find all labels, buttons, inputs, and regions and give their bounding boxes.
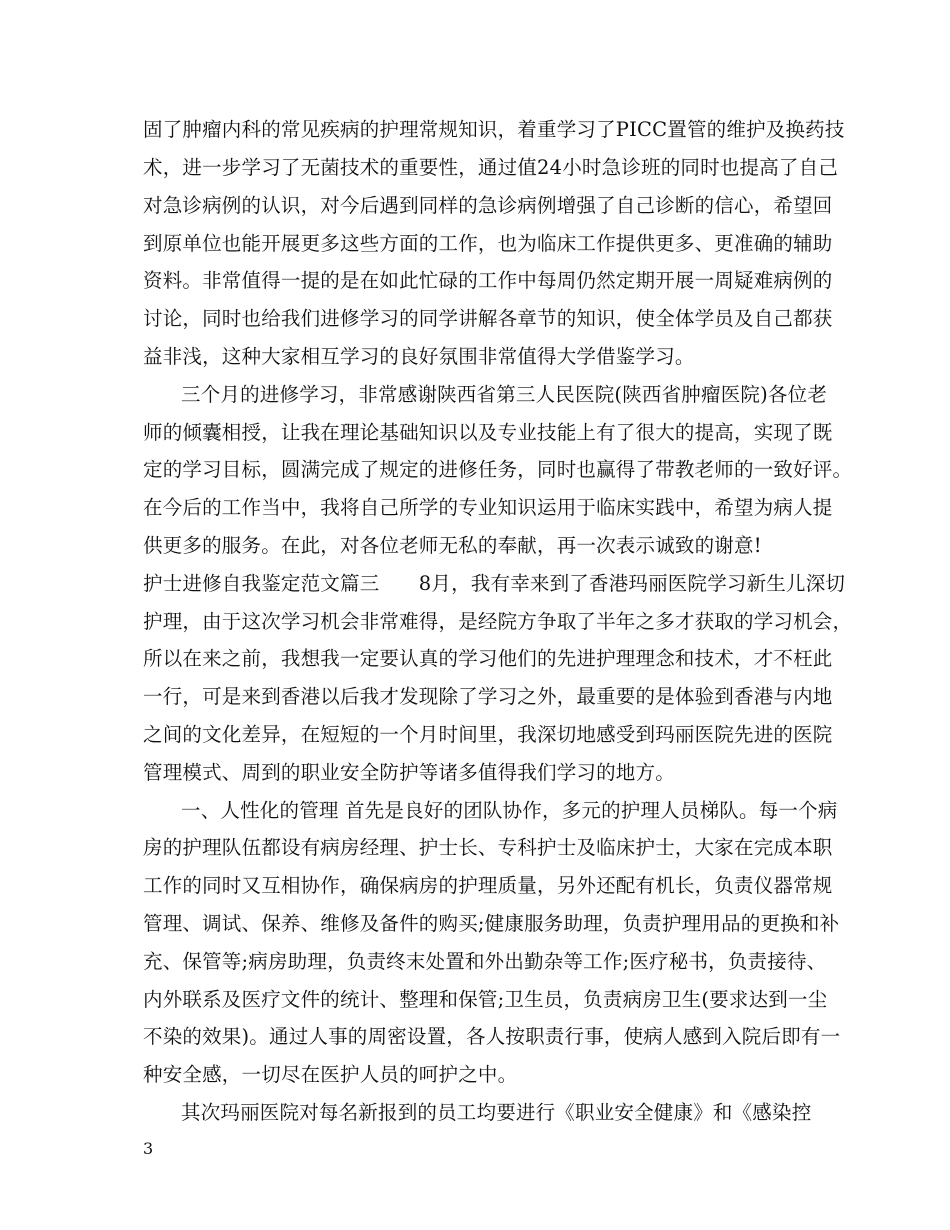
text-line: 内外联系及医疗文件的统计、整理和保管;卫生员，负责病房卫生(要求达到一尘 xyxy=(143,988,828,1011)
paragraph-first-line: 一、人性化的管理 首先是良好的团队协作，多元的护理人员梯队。每一个病 xyxy=(181,799,838,822)
paragraph-first-line: 三个月的进修学习，非常感谢陕西省第三人民医院(陕西省肿瘤医院)各位老 xyxy=(181,383,828,406)
text-line: 术，进一步学习了无菌技术的重要性，通过值24小时急诊班的同时也提高了自己 xyxy=(143,156,839,179)
text-line: 定的学习目标，圆满完成了规定的进修任务，同时也赢得了带教老师的一致好评。 xyxy=(143,458,853,481)
text-line: 不染的效果)。通过人事的周密设置，各人按职责行事，使病人感到入院后即有一 xyxy=(143,1025,841,1048)
paragraph-first-line: 其次玛丽医院对每名新报到的员工均要进行《职业安全健康》和《感染控 xyxy=(181,1101,812,1124)
text-line: 讨论，同时也给我们进修学习的同学讲解各章节的知识，使全体学员及自己都获 xyxy=(143,307,833,330)
text-line: 资料。非常值得一提的是在如此忙碌的工作中每周仍然定期开展一周疑难病例的 xyxy=(143,269,833,292)
text-line: 管理、调试、保养、维修及备件的购买;健康服务助理，负责护理用品的更换和补 xyxy=(143,912,840,935)
text-line: 充、保管等;病房助理，负责终末处置和外出勤杂等工作;医疗秘书，负责接待、 xyxy=(143,950,827,973)
text-line: 之间的文化差异，在短短的一个月时间里，我深切地感受到玛丽医院先进的医院 xyxy=(143,723,833,746)
text-line: 到原单位也能开展更多这些方面的工作，也为临床工作提供更多、更准确的辅助 xyxy=(143,232,833,255)
text-line: 护理，由于这次学习机会非常难得，是经院方争取了半年之多才获取的学习机会， xyxy=(143,610,853,633)
text-line: 对急诊病例的认识，对今后遇到同样的急诊病例增强了自己诊断的信心，希望回 xyxy=(143,194,833,217)
text-line: 固了肿瘤内科的常见疾病的护理常规知识，着重学习了PICC置管的维护及换药技 xyxy=(143,118,845,141)
text-line: 在今后的工作当中，我将自己所学的专业知识运用于临床实践中，希望为病人提 xyxy=(143,496,833,519)
page-number: 3 xyxy=(143,1139,154,1158)
text-line: 所以在来之前，我想我一定要认真的学习他们的先进护理理念和技术，才不枉此 xyxy=(143,647,833,670)
section-title-line: 护士进修自我鉴定范文篇三 8月，我有幸来到了香港玛丽医院学习新生儿深切 xyxy=(143,572,846,595)
text-line: 供更多的服务。在此，对各位老师无私的奉献，再一次表示诚致的谢意! xyxy=(143,534,762,557)
text-line: 种安全感，一切尽在医护人员的呵护之中。 xyxy=(143,1063,518,1086)
text-line: 工作的同时又互相协作，确保病房的护理质量，另外还配有机长，负责仪器常规 xyxy=(143,874,833,897)
text-line: 一行，可是来到香港以后我才发现除了学习之外，最重要的是体验到香港与内地 xyxy=(143,685,833,708)
text-line: 房的护理队伍都设有病房经理、护士长、专科护士及临床护士，大家在完成本职 xyxy=(143,836,833,859)
text-line: 管理模式、周到的职业安全防护等诸多值得我们学习的地方。 xyxy=(143,761,675,784)
text-line: 师的倾囊相授，让我在理论基础知识以及专业技能上有了很大的提高，实现了既 xyxy=(143,421,833,444)
text-line: 益非浅，这种大家相互学习的良好氛围非常值得大学借鉴学习。 xyxy=(143,345,695,368)
